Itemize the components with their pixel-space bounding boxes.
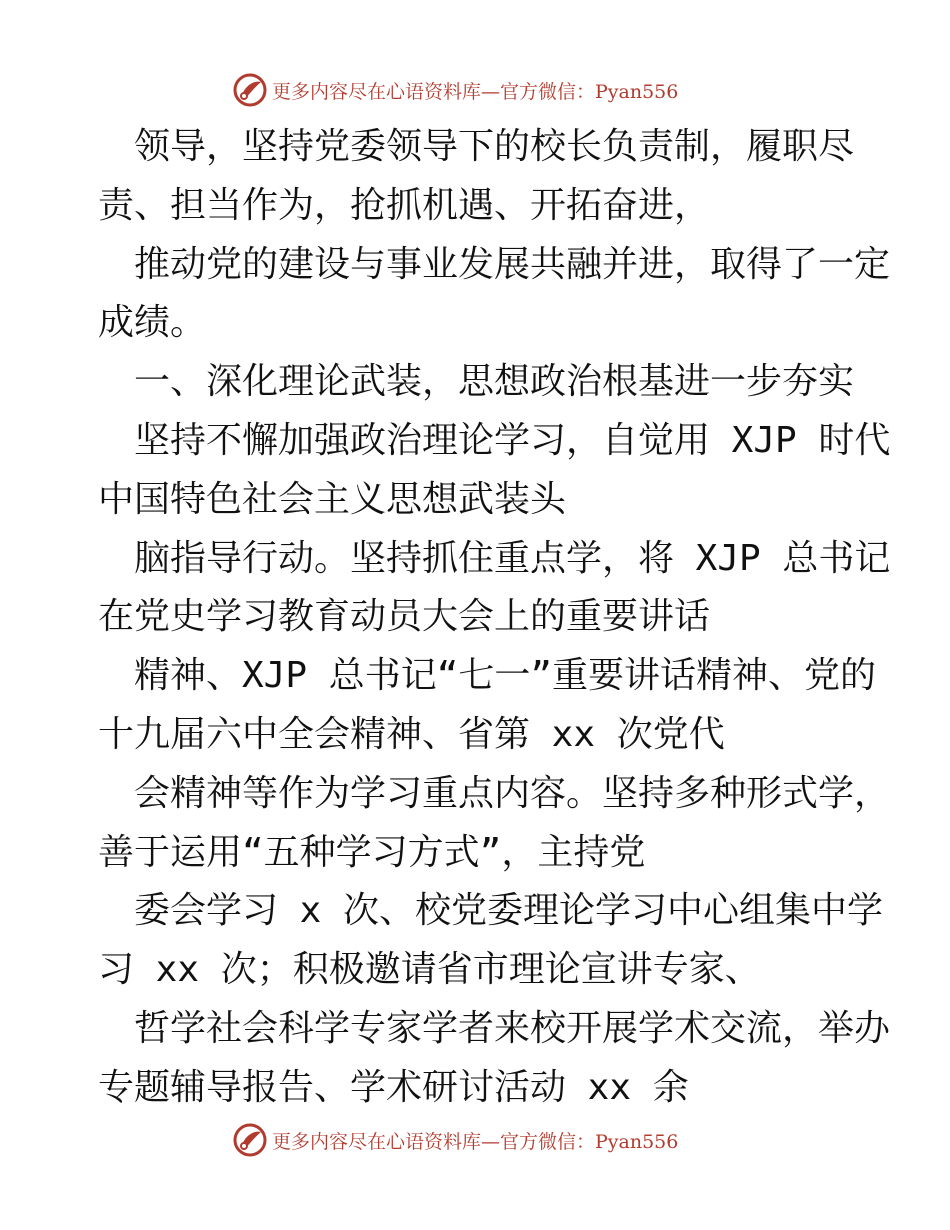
text-line: 坚持不懈加强政治理论学习，自觉用 XJP 时代 — [98, 419, 891, 461]
text-line: 会精神等作为学习重点内容。坚持多种形式学， — [98, 772, 891, 814]
text-line: 中国特色社会主义思想武装头 — [98, 478, 567, 520]
text-line: 责、担当作为，抢抓机遇、开拓奋进， — [98, 184, 711, 226]
header-watermark — [232, 70, 712, 110]
text-line: 精神、XJP 总书记“七一”重要讲话精神、党的 — [98, 655, 877, 697]
pen-swirl-logo-icon — [232, 72, 268, 108]
text-line: 十九届六中全会精神、省第 xx 次党代 — [98, 713, 725, 755]
text-line: 善于运用“五种学习方式”，主持党 — [98, 831, 646, 873]
document-body — [98, 118, 891, 1118]
text-line: 领导，坚持党委领导下的校长负责制，履职尽 — [98, 126, 855, 167]
text-line: 习 xx 次；积极邀请省市理论宣讲专家、 — [98, 949, 761, 991]
text-line: 脑指导行动。坚持抓住重点学，将 XJP 总书记 — [98, 537, 891, 579]
footer-watermark-text: 更多内容尽在心语资料库—官方微信：Pyan556 — [272, 1130, 679, 1153]
footer-watermark — [232, 1120, 712, 1160]
pen-swirl-logo-icon — [232, 1122, 268, 1158]
section-heading: 一、深化理论武装，思想政治根基进一步夯实 — [98, 361, 855, 403]
text-line: 委会学习 x 次、校党委理论学习中心组集中学 — [98, 890, 884, 932]
text-line: 专题辅导报告、学术研讨活动 xx 余 — [98, 1066, 689, 1108]
text-line: 推动党的建设与事业发展共融并进，取得了一定 — [98, 243, 891, 285]
text-line: 在党史学习教育动员大会上的重要讲话 — [98, 596, 711, 638]
text-line: 哲学社会科学专家学者来校开展学术交流，举办 — [98, 1007, 891, 1049]
header-watermark-text: 更多内容尽在心语资料库—官方微信：Pyan556 — [272, 80, 679, 103]
text-line: 成绩。 — [98, 302, 207, 344]
